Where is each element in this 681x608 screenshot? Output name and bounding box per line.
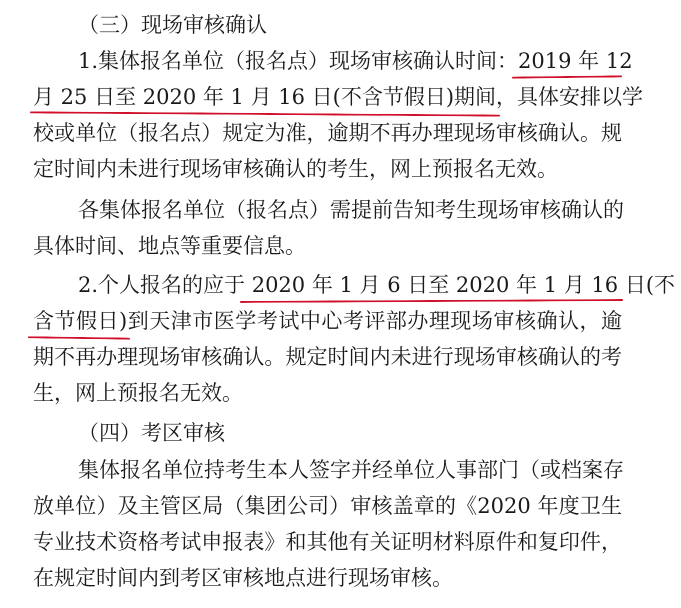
p4-line-2: 放单位）及主管区局（集团公司）审核盖章的《2020 年度卫生 [33, 494, 622, 518]
red-underline-annotation [30, 111, 500, 116]
p1-line-3: 校或单位（报名点）规定为准，逾期不再办理现场审核确认。规 [33, 121, 622, 145]
section-4-heading: （四）考区审核 [78, 421, 225, 445]
p4-line-3: 专业技术资格考试申报表》和其他有关证明材料原件和复印件， [33, 530, 622, 554]
p3-line-2: 含节假日)到天津市医学考试中心考评部办理现场审核确认，逾 [33, 309, 622, 333]
red-underline-annotation [512, 75, 622, 78]
p3-line-3: 期不再办理现场审核确认。规定时间内未进行现场审核确认的考 [33, 345, 622, 369]
p2-line-2: 具体时间、地点等重要信息。 [33, 234, 306, 258]
p2-line-1: 各集体报名单位（报名点）需提前告知考生现场审核确认的 [78, 198, 624, 222]
p3-line-1: 2.个人报名的应于 2020 年 1 月 6 日至 2020 年 1 月 16 日(不 [78, 273, 676, 297]
p3-line-4: 生，网上预报名无效。 [33, 381, 243, 405]
red-underline-annotation [28, 336, 130, 339]
section-3-heading: （三）现场审核确认 [78, 13, 267, 37]
p1-line-4: 定时间内未进行现场审核确认的考生，网上预报名无效。 [33, 157, 558, 181]
p4-line-4: 在规定时间内到考区审核地点进行现场审核。 [33, 566, 453, 590]
p1-line-1: 1.集体报名单位（报名点）现场审核确认时间：2019 年 12 [78, 49, 633, 73]
p4-line-1: 集体报名单位持考生本人签字并经单位人事部门（或档案存 [78, 458, 624, 482]
p1-line-2: 月 25 日至 2020 年 1 月 16 日(不含节假日)期间，具体安排以学 [33, 85, 644, 109]
